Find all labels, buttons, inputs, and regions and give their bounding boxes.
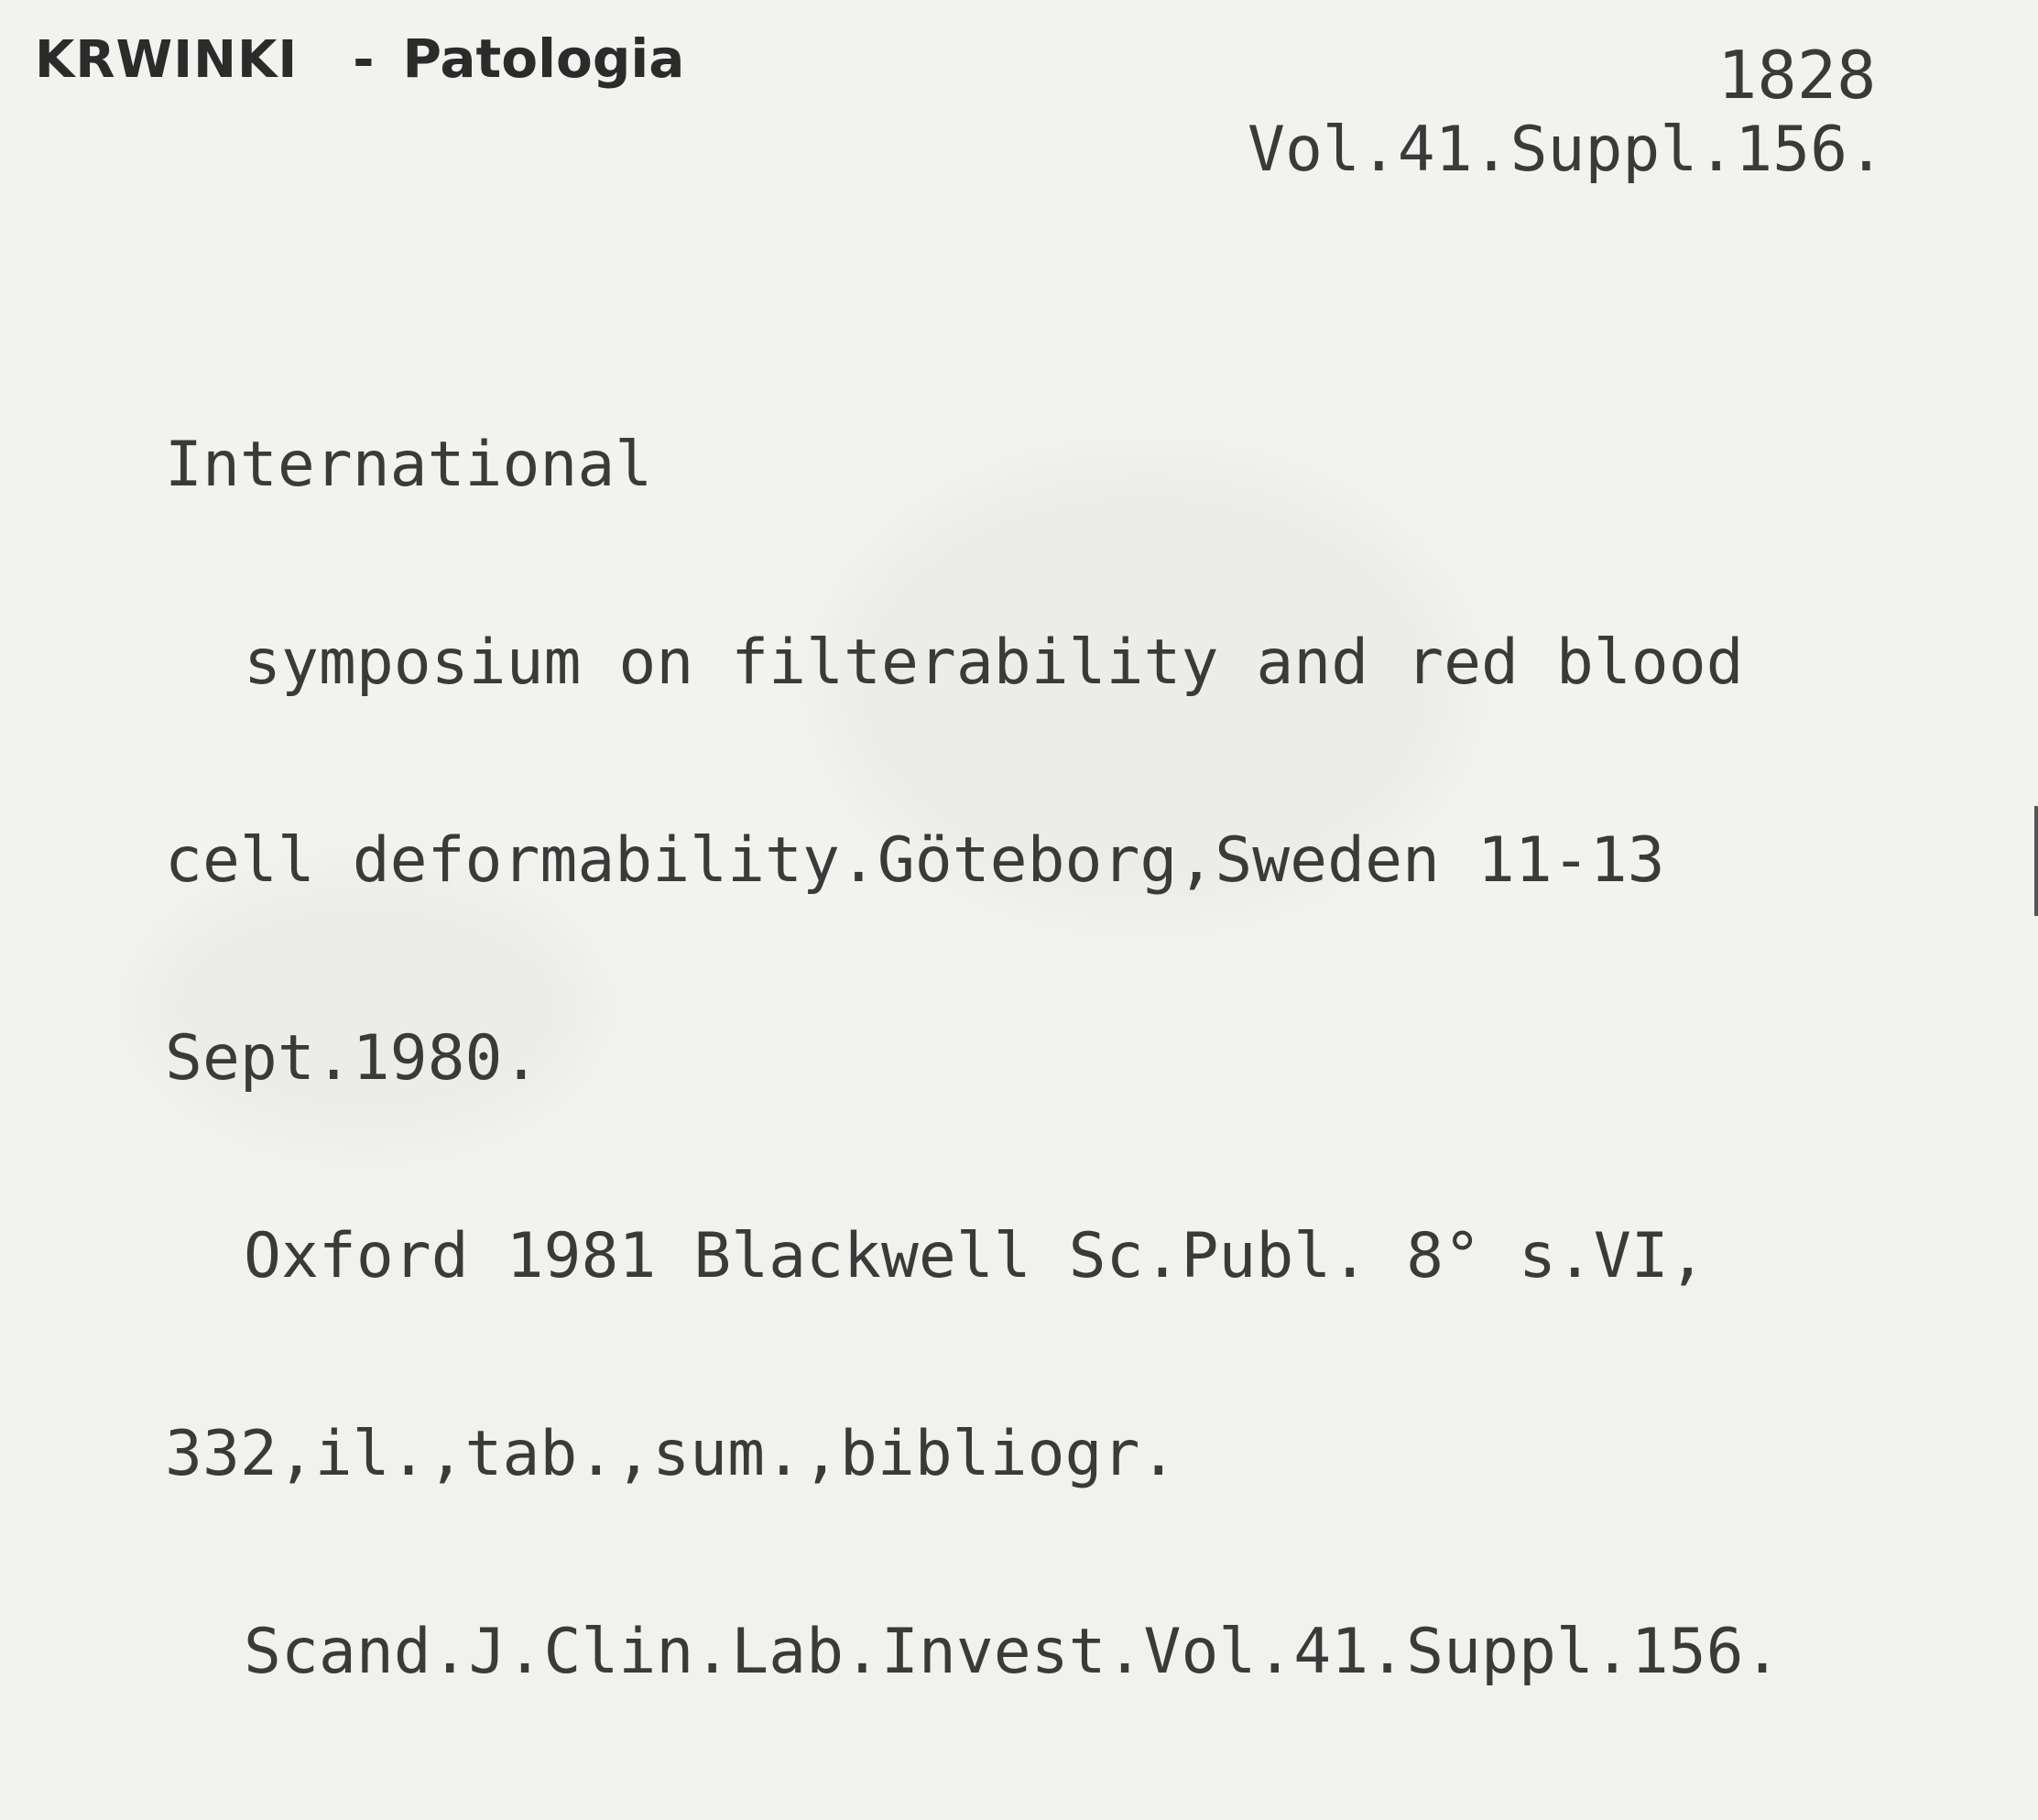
entry-line-title-cont: cell deformability.Göteborg,Sweden 11-13 [165, 824, 1665, 897]
volume-reference: Vol.41.Suppl.156. [1248, 114, 1885, 186]
subject-heading [35, 27, 684, 90]
subject-heading-main: KRWINKI [35, 30, 299, 90]
heading-separator: - [353, 30, 376, 90]
entry-line-title-start: International [165, 429, 653, 501]
bibliographic-entry [165, 300, 2015, 1817]
entry-line-title: symposium on filterability and red blood [244, 627, 1744, 699]
entry-line-collation: 332,il.,tab.,sum.,bibliogr. [165, 1418, 1178, 1490]
call-number: 1828 [1717, 37, 1877, 114]
entry-line-imprint: Oxford 1981 Blackwell Sc.Publ. 8° s.VI, [244, 1220, 1706, 1292]
subject-heading-topic: Patologia [402, 27, 685, 90]
card-edge-mark [2034, 806, 2038, 916]
entry-line-date: Sept.1980. [165, 1022, 540, 1095]
entry-line-series: Scand.J.Clin.Lab.Invest.Vol.41.Suppl.156. [244, 1616, 1782, 1688]
